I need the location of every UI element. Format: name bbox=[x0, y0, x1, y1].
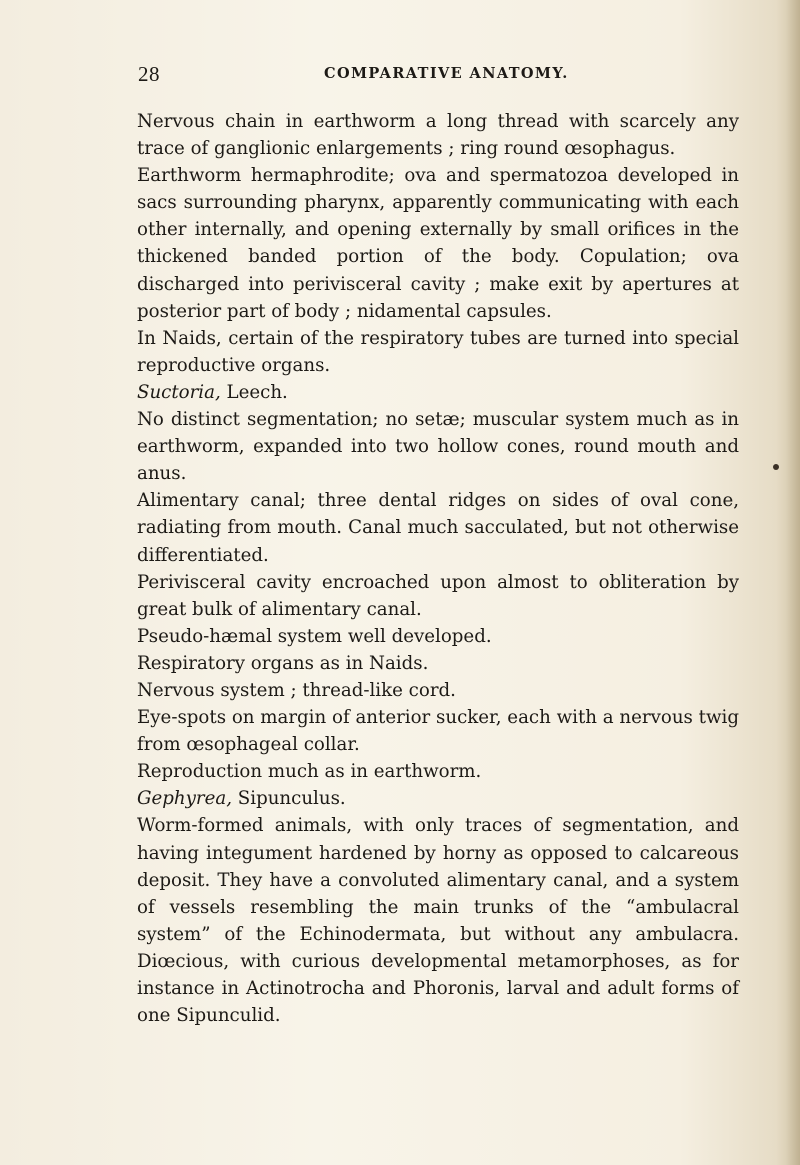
paragraph: No distinct segmentation; no setæ; muscular system much as in earthworm, expanded into two hollow cones, round mouth and anus. bbox=[137, 409, 739, 485]
page-header bbox=[0, 62, 800, 86]
paragraph: Nervous chain in earthworm a long thread with scarcely any trace of ganglionic enlargements ; ring round œsophagus. bbox=[137, 111, 739, 160]
taxon-name: Gephyrea, bbox=[137, 788, 233, 810]
paragraph: Earthworm hermaphrodite; ova and spermatozoa developed in sacs surrounding pharynx, apparently communicating with each other internally, and opening externally by small orifices in the thickened banded portion of the body. Copulation; ova discharged into perivisceral cavity ; make exit by apertures at posterior part of body ; nidamental capsules. bbox=[137, 165, 739, 322]
page-body bbox=[137, 108, 739, 1029]
paragraph: Eye-spots on margin of anterior sucker, each with a nervous twig from œsophageal collar. bbox=[137, 707, 739, 756]
paragraph: In Naids, certain of the respiratory tubes are turned into special reproductive organs. bbox=[137, 327, 739, 376]
paragraph: Worm-formed animals, with only traces of segmentation, and having integument hardened by horny as opposed to calcareous deposit. They have a convoluted alimentary canal, and a system of vessels resembling the main trunks of the “ambulacral system” of the Echinodermata, but without any ambulacra. Diœcious, with curious developmental metamorphoses, as for instance in Actinotrocha and Phoronis, larval and adult forms of one Sipunculid. bbox=[137, 815, 739, 1027]
taxon-name: Suctoria, bbox=[137, 381, 221, 403]
ink-speck bbox=[773, 464, 779, 470]
page-number: 28 bbox=[138, 62, 160, 86]
running-title: COMPARATIVE ANATOMY. bbox=[324, 65, 569, 82]
paragraph: Respiratory organs as in Naids. bbox=[137, 652, 429, 674]
taxon-example: Sipunculus. bbox=[232, 788, 346, 810]
paragraph: Pseudo-hæmal system well developed. bbox=[137, 625, 492, 647]
paragraph: Perivisceral cavity encroached upon almost to obliteration by great bulk of alimentary canal. bbox=[137, 571, 739, 620]
page-edge-shadow bbox=[786, 0, 800, 1165]
section-heading-suctoria bbox=[137, 379, 739, 406]
taxon-example: Leech. bbox=[220, 381, 288, 403]
paragraph: Reproduction much as in earthworm. bbox=[137, 761, 482, 783]
paragraph: Nervous system ; thread-like cord. bbox=[137, 679, 456, 701]
section-heading-gephyrea bbox=[137, 785, 739, 812]
paragraph: Alimentary canal; three dental ridges on sides of oval cone, radiating from mouth. Canal much sacculated, but not otherwise differentiated. bbox=[137, 490, 739, 566]
